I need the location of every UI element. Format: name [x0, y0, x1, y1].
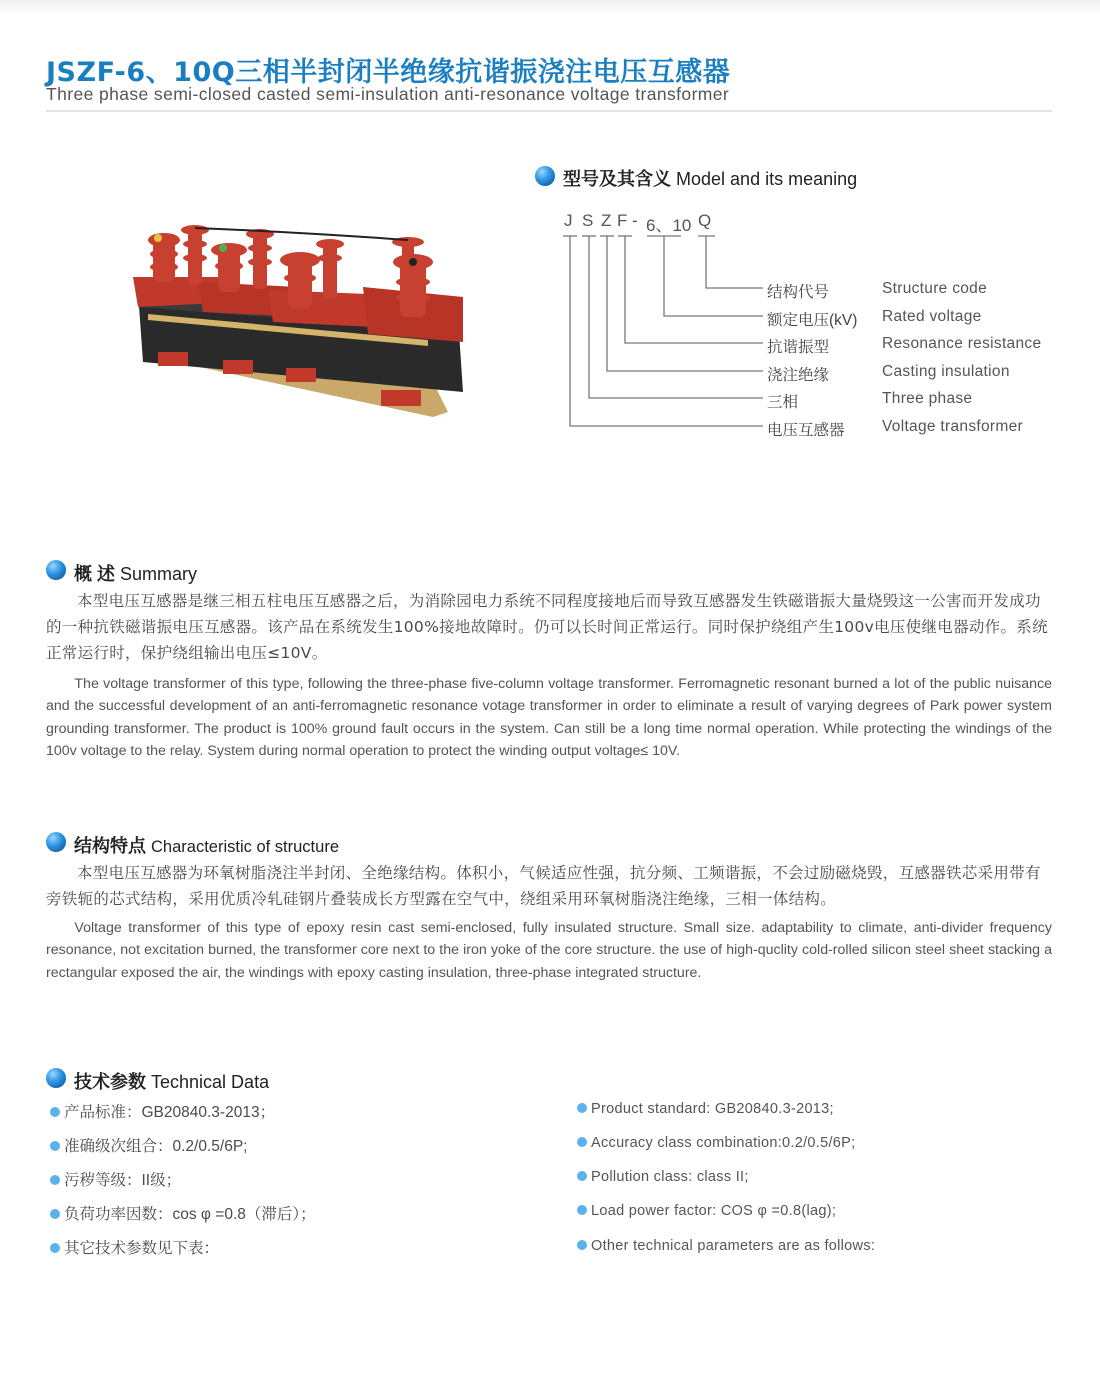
transformer-illustration	[128, 222, 473, 422]
section-bullet-icon	[535, 166, 555, 186]
model-meaning-row: 电压互感器 Voltage transformer	[767, 418, 1023, 439]
model-meaning-row: 三相 Three phase	[767, 390, 973, 411]
bullet-dot-icon	[577, 1205, 587, 1215]
section-bullet-icon	[46, 1068, 66, 1088]
technical-heading: 技术参数 Technical Data	[74, 1072, 270, 1092]
bullet-dot-icon	[577, 1137, 587, 1147]
model-code-letter: J	[564, 211, 573, 230]
model-code-letter: Q	[698, 211, 712, 230]
product-image	[128, 222, 473, 422]
model-heading: 型号及其含义 Model and its meaning	[563, 169, 858, 189]
bullet-dot-icon	[50, 1209, 60, 1219]
bullet-dot-icon	[577, 1240, 587, 1250]
model-code-letter: Z	[601, 211, 612, 230]
model-meaning-row: 额定电压(kV) Rated voltage	[767, 308, 982, 329]
model-code-letter: S	[582, 211, 594, 230]
section-bullet-icon	[46, 832, 66, 852]
bullet-dot-icon	[50, 1107, 60, 1117]
tech-item-en: Other technical parameters are as follows:	[577, 1238, 875, 1254]
model-meaning-row: 结构代号 Structure code	[767, 280, 988, 301]
model-diagram-lines	[555, 230, 765, 435]
bullet-dot-icon	[577, 1103, 587, 1113]
top-shade	[0, 0, 1100, 14]
bullet-dot-icon	[50, 1175, 60, 1185]
tech-item-cn: 污秽等级：II级；	[50, 1168, 181, 1190]
tech-item-en: Load power factor: COS φ =0.8(lag);	[577, 1203, 836, 1219]
tech-item-cn: 负荷功率因数：cos φ =0.8（滞后）；	[50, 1202, 316, 1224]
page-title: JSZF-6、10Q三相半封闭半绝缘抗谐振浇注电压互感器	[46, 57, 731, 88]
model-code-letter: 6、10	[646, 216, 692, 235]
summary-text-cn: 本型电压互感器是继三相五柱电压互感器之后，为消除园电力系统不同程度接地后而导致互感器发生铁磁谐振大量烧毁这一公害而开发成功的一种抗铁磁谐振电压互感器。该产品在系统发生100%接地故障时。仍可以长时间正常运行。同时保护绕组产生100v电压使继电器动作。系统正常运行时，保护绕组输出电压≤10V。	[46, 592, 1048, 662]
model-meaning-row: 抗谐振型 Resonance resistance	[767, 335, 1042, 356]
tech-item-en: Pollution class: class II;	[577, 1169, 749, 1185]
structure-text-cn: 本型电压互感器为环氧树脂浇注半封闭、全绝缘结构。体积小，气候适应性强，抗分频、工频谐振，不会过励磁烧毁，互感器铁芯采用带有旁铁轭的芯式结构，采用优质冷轧硅钢片叠装成长方型露在空气中，绕组采用环氧树脂浇注绝缘，三相一体结构。	[46, 864, 1041, 908]
tech-item-en: Accuracy class combination:0.2/0.5/6P;	[577, 1135, 855, 1151]
tech-item-en: Product standard: GB20840.3-2013;	[577, 1101, 834, 1117]
tech-item-cn: 准确级次组合：0.2/0.5/6P;	[50, 1134, 247, 1156]
bullet-dot-icon	[577, 1171, 587, 1181]
bullet-dot-icon	[50, 1141, 60, 1151]
structure-text-en: Voltage transformer of this type of epoxy resin cast semi-enclosed, fully insulated structure. Small size. adaptability to climate, anti-divider frequency resonance, not excitation burned, the transformer core next to the iron yoke of the core structure. the use of high-quclity cold-rolled silicon steel sheet stacking a rectangular exposed the air, the windings with epoxy casting insulation, three-phase integrated structure.	[46, 920, 1052, 981]
structure-heading: 结构特点 Characteristic of structure	[74, 836, 339, 856]
summary-heading: 概 述 Summary	[74, 564, 198, 584]
tech-item-cn: 其它技术参数见下表：	[50, 1236, 219, 1258]
model-code-letter: -	[632, 211, 638, 230]
tech-item-cn: 产品标准：GB20840.3-2013；	[50, 1100, 275, 1122]
model-code-letter: F	[617, 211, 628, 230]
title-divider	[46, 110, 1052, 112]
section-bullet-icon	[46, 560, 66, 580]
summary-text-en: The voltage transformer of this type, following the three-phase five-column voltage transformer. Ferromagnetic resonant burned a lot of the public nuisance and the successful development of an anti-ferromagnetic resonance votage transformer in order to eliminate a result of varying degrees of Park power system grounding transformer. The product is 100% ground fault occurs in the system. Can still be a long time normal operation. While protecting the windings of the 100v voltage to the relay. System during normal operation to protect the winding output voltage≤ 10V.	[46, 676, 1052, 760]
page-subtitle: Three phase semi-closed casted semi-insulation anti-resonance voltage transformer	[46, 84, 730, 104]
bullet-dot-icon	[50, 1243, 60, 1253]
model-meaning-row: 浇注绝缘 Casting insulation	[767, 363, 1010, 384]
